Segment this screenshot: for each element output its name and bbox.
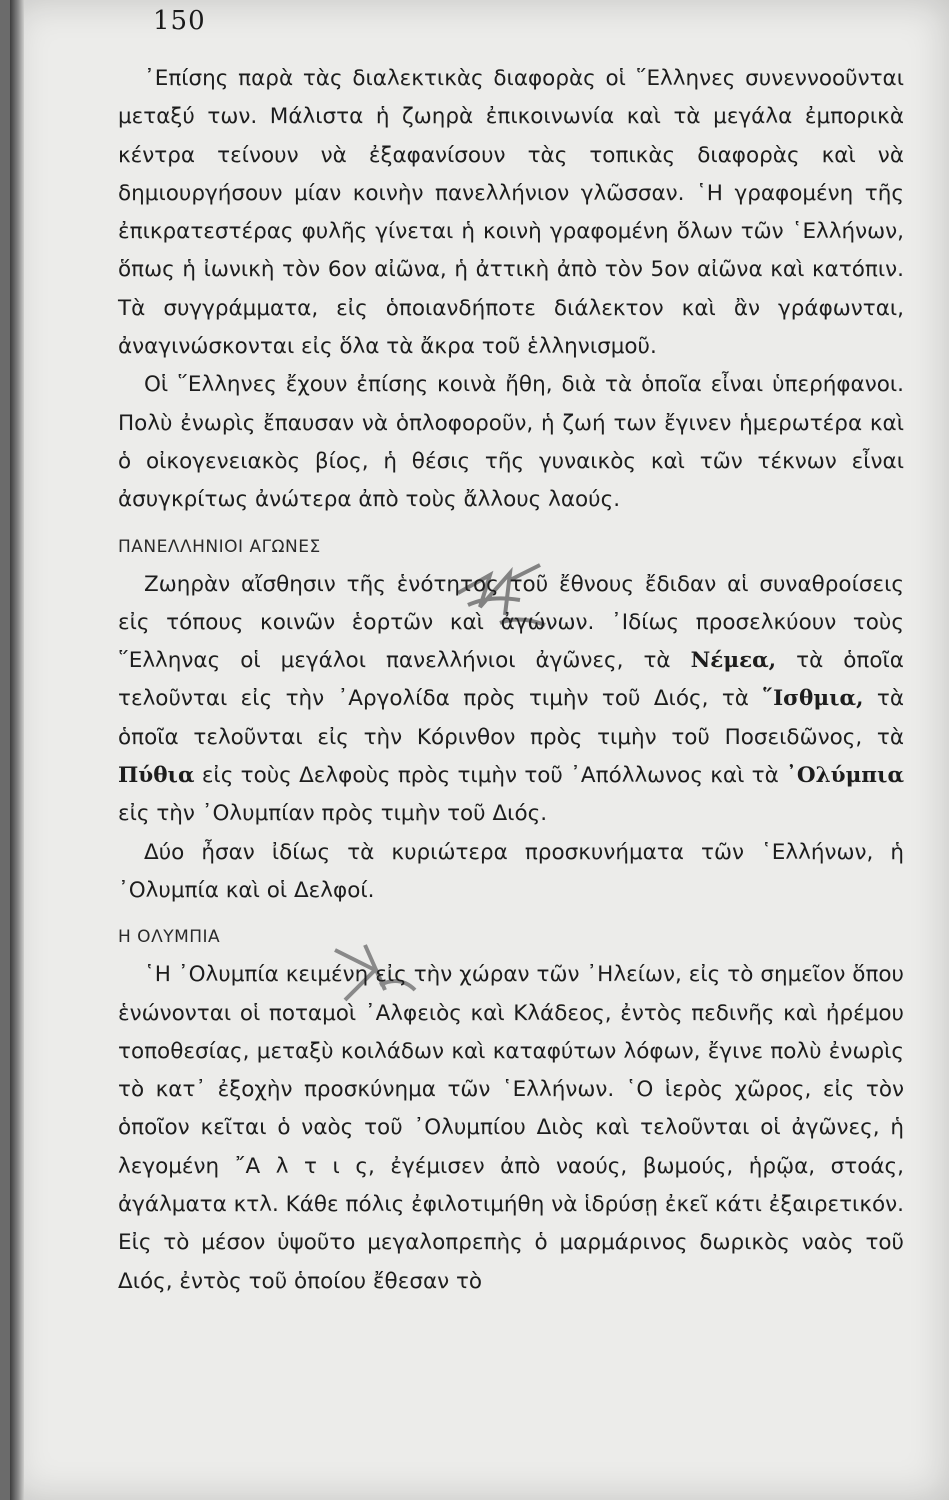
paragraph: ῾Η ᾿Ολυμπία κειμένη εἰς τὴν χώραν τῶν ᾿Ηλείων, εἰς τὸ σημεῖον ὅπου ἑνώνονται οἱ ποταμοὶ ᾿Αλφειὸς καὶ Κλάδεος, ἐντὸς πεδινῆς καὶ ἠρέμου τοποθεσίας, μεταξὺ κοιλάδων καὶ καταφύτων λόφων, ἔγινε πολὺ ἐνωρὶς τὸ κατ᾿ ἐξοχὴν προσκύνημα τῶν ῾Ελλήνων. ῾Ο ἱερὸς χῶρος, εἰς τὸν ὁποῖον κεῖται ὁ ναὸς τοῦ ᾿Ολυμπίου Διὸς καὶ τελοῦνται οἱ ἀγῶνες, ἡ λεγομένη ῎Α λ τ ι ς, ἐγέμισεν ἀπὸ ναούς, βωμούς, ἡρῷα, στοάς, ἀγάλματα κτλ. Κάθε πόλις ἐφιλοτιμήθη νὰ ἱδρύσῃ ἐκεῖ κάτι ἐξαιρετικόν. Εἰς τὸ μέσον ὑψοῦτο μεγαλοπρεπὴς ὁ μαρμάρινος δωρικὸς ναὸς τοῦ Διός, ἐντὸς τοῦ ὁποίου ἔθεσαν τὸ bbox=[118, 962, 904, 1294]
paragraph-text: τὰ ὁποῖα τελοῦνται εἰς τὴν ᾿Αργολίδα πρὸς τιμὴν τοῦ Διός, τὰ bbox=[118, 648, 904, 712]
bold-term: ῞Ισθμια, bbox=[762, 686, 864, 712]
bold-term: ᾿Ολύμπια bbox=[786, 763, 904, 789]
bold-term: Πύθια bbox=[118, 763, 195, 789]
paragraph-text: τὰ ὁποῖα τελοῦνται εἰς τὴν Κόρινθον πρὸς τιμὴν τοῦ Ποσειδῶνος, τὰ bbox=[118, 686, 905, 750]
bold-term: Νέμεα, bbox=[690, 648, 777, 674]
section-heading: Η ΟΛΥΜΠΙΑ bbox=[118, 927, 221, 948]
page-body-text bbox=[118, 60, 904, 1301]
paragraph-text: Ζωηρὰν αἴσθησιν τῆς ἑνότητος τοῦ ἔθνους ἔδιδαν αἱ συναθροίσεις εἰς τόπους κοινῶν ἑορτῶν καὶ ἀγώνων. ᾿Ιδίως προσελκύουν τοὺς ῞Ελληνας οἱ μεγάλοι πανελλήνιοι ἀγῶνες, τὰ bbox=[118, 571, 904, 674]
section-heading: ΠΑΝΕΛΛΗΝΙΟΙ ΑΓΩΝΕΣ bbox=[118, 536, 321, 557]
page-number: 150 bbox=[153, 6, 206, 36]
book-page bbox=[10, 0, 949, 1500]
paragraph bbox=[118, 566, 904, 834]
paragraph: Δύο ἦσαν ἰδίως τὰ κυριώτερα προσκυνήματα τῶν ῾Ελλήνων, ἡ ᾿Ολυμπία καὶ οἱ Δελφοί. bbox=[118, 839, 904, 903]
paragraph: ᾿Επίσης παρὰ τὰς διαλεκτικὰς διαφορὰς οἱ ῞Ελληνες συνεννοοῦνται μεταξύ των. Μάλιστα ἡ ζωηρὰ ἐπικοινωνία καὶ τὰ μεγάλα ἐμπορικὰ κέντρα τείνουν νὰ ἐξαφανίσουν τὰς τοπικὰς διαφορὰς καὶ νὰ δημιουργήσουν μίαν κοινὴν πανελλήνιον γλῶσσαν. ῾Η γραφομένη τῆς ἐπικρατεστέρας φυλῆς γίνεται ἡ κοινὴ γραφομένη ὅλων τῶν ῾Ελλήνων, ὅπως ἡ ἰωνικὴ τὸν 6ον αἰῶνα, ἡ ἀττικὴ ἀπὸ τὸν 5ον αἰῶνα καὶ κατόπιν. Τὰ συγγράμματα, εἰς ὁποιανδήποτε διάλεκτον καὶ ἂν γράφωνται, ἀναγινώσκονται εἰς ὅλα τὰ ἄκρα τοῦ ἑλληνισμοῦ. bbox=[118, 66, 904, 360]
paragraph-text: εἰς τὴν ᾿Ολυμπίαν πρὸς τιμὴν τοῦ Διός. bbox=[118, 801, 548, 827]
paragraph-text: εἰς τοὺς Δελφοὺς πρὸς τιμὴν τοῦ ᾿Απόλλωνος καὶ τὰ bbox=[194, 763, 787, 789]
paragraph: Οἱ ῞Ελληνες ἔχουν ἐπίσης κοινὰ ἤθη, διὰ τὰ ὁποῖα εἶναι ὑπερήφανοι. Πολὺ ἐνωρὶς ἔπαυσαν νὰ ὁπλοφοροῦν, ἡ ζωή των ἔγινεν ἡμερωτέρα καὶ ὁ οἰκογενειακὸς βίος, ἡ θέσις τῆς γυναικὸς καὶ τῶν τέκνων εἶναι ἀσυγκρίτως ἀνώτερα ἀπὸ τοὺς ἄλλους λαούς. bbox=[118, 372, 904, 513]
page-binding-shadow bbox=[10, 0, 24, 1500]
